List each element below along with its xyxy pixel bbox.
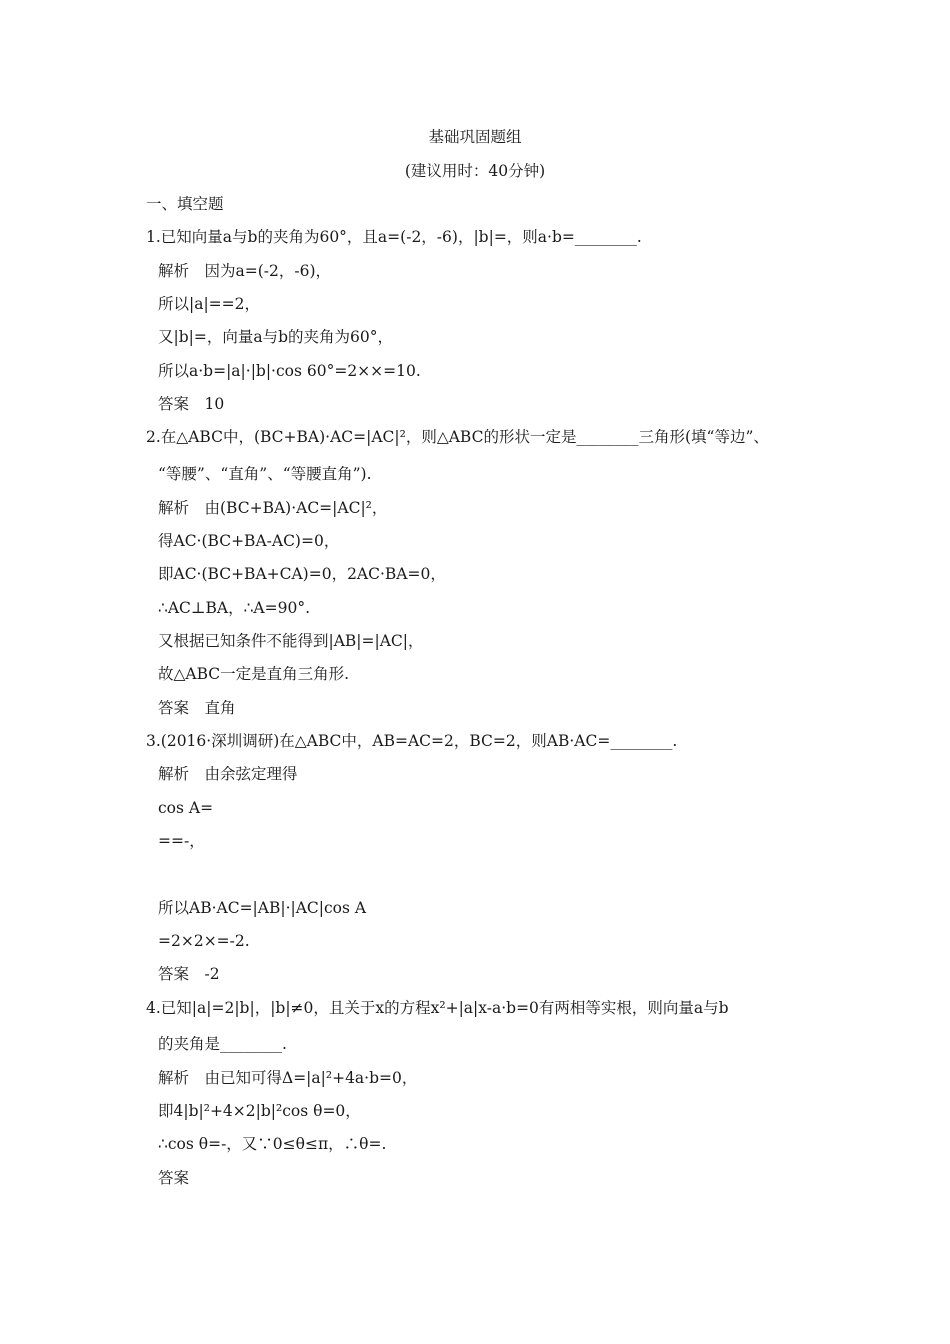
problem-3-solution-line: 解析 由余弦定理得 bbox=[158, 765, 298, 783]
problem-2-solution-line: 得AC·(BC+BA-AC)=0， bbox=[158, 532, 340, 550]
section-heading: 一、填空题 bbox=[146, 195, 224, 213]
problem-1-solution-line: 所以|a|==2， bbox=[158, 295, 261, 313]
problem-1-solution-line: 又|b|=，向量a与b的夹角为60°， bbox=[158, 328, 393, 346]
problem-2-question-cont: “等腰”、“直角”、“等腰直角”). bbox=[158, 465, 372, 483]
problem-3-solution-line: 所以AB·AC=|AB|·|AC|cos A bbox=[158, 899, 367, 917]
problem-4-solution-line: ∴cos θ=-，又∵0≤θ≤π，∴θ=. bbox=[158, 1135, 387, 1153]
problem-1-solution-line: 解析 因为a=(-2，-6)， bbox=[158, 262, 332, 280]
problem-4-question: 4.已知|a|=2|b|，|b|≠0，且关于x的方程x²+|a|x-a·b=0有两相等实根，则向量a与b bbox=[146, 999, 729, 1017]
page-title: 基础巩固题组 bbox=[428, 128, 522, 146]
problem-2-solution-line: 解析 由(BC+BA)·AC=|AC|²， bbox=[158, 499, 388, 517]
problem-4-question-cont: 的夹角是________. bbox=[158, 1035, 287, 1053]
problem-1-solution-line: 所以a·b=|a|·|b|·cos 60°=2××=10. bbox=[158, 362, 421, 380]
problem-3-solution-line: =2×2×=-2. bbox=[158, 932, 250, 950]
problem-4-solution-line: 解析 由已知可得Δ=|a|²+4a·b=0， bbox=[158, 1069, 418, 1087]
problem-2-answer: 答案 直角 bbox=[158, 699, 236, 717]
problem-2-solution-line: 又根据已知条件不能得到|AB|=|AC|， bbox=[158, 632, 424, 650]
page-subtitle: (建议用时：40分钟) bbox=[404, 162, 546, 180]
problem-3-solution-line: cos A= bbox=[158, 799, 214, 817]
problem-1-question: 1.已知向量a与b的夹角为60°，且a=(-2，-6)，|b|=，则a·b=________. bbox=[146, 228, 642, 246]
problem-4-solution-line: 即4|b|²+4×2|b|²cos θ=0， bbox=[158, 1102, 361, 1120]
problem-1-answer: 答案 10 bbox=[158, 395, 225, 413]
problem-3-solution-line: ==-， bbox=[158, 832, 205, 850]
problem-2-solution-line: 故△ABC一定是直角三角形. bbox=[158, 665, 350, 683]
problem-2-solution-line: 即AC·(BC+BA+CA)=0，2AC·BA=0， bbox=[158, 565, 446, 583]
problem-2-question: 2.在△ABC中，(BC+BA)·AC=|AC|²，则△ABC的形状一定是________三角形(填“等边”、 bbox=[146, 428, 769, 446]
problem-2-solution-line: ∴AC⊥BA，∴A=90°. bbox=[158, 599, 311, 617]
problem-3-question: 3.(2016·深圳调研)在△ABC中，AB=AC=2，BC=2，则AB·AC=________. bbox=[146, 732, 678, 750]
problem-3-answer: 答案 -2 bbox=[158, 965, 220, 983]
problem-4-answer: 答案 bbox=[158, 1169, 190, 1187]
